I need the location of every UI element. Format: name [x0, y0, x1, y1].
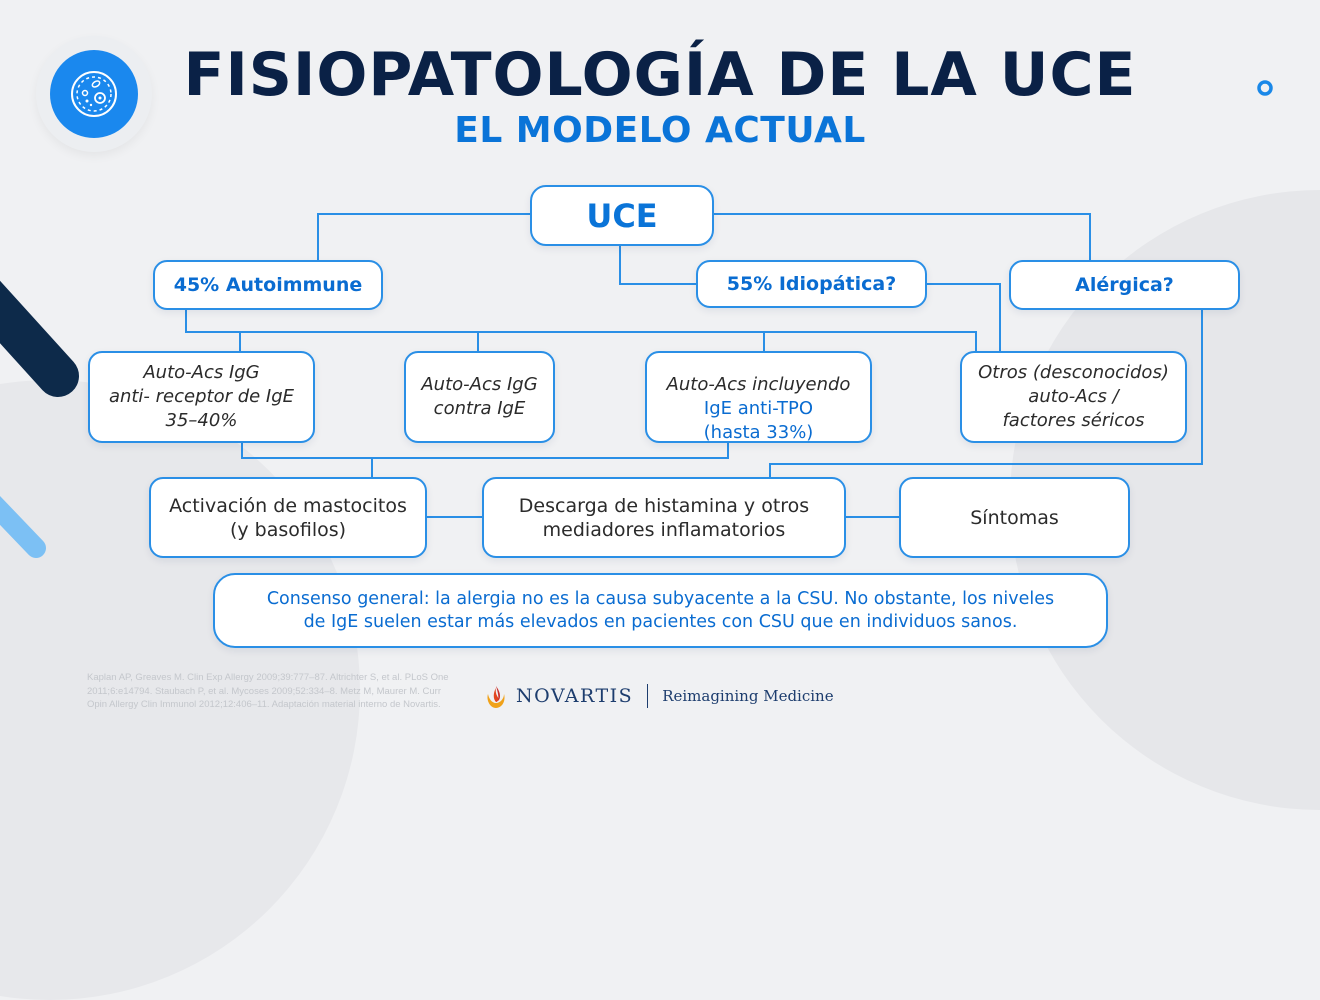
mechanism-ige-tpo-highlight: IgE anti-TPO (hasta 33%): [703, 398, 814, 443]
idiopathic-label: 55% Idiopática?: [726, 273, 897, 295]
consensus-box: [213, 573, 1108, 648]
page-subtitle: EL MODELO ACTUAL: [454, 110, 866, 151]
brand-tagline: Reimagining Medicine: [662, 687, 834, 705]
page-title: FISIOPATOLOGÍA DE LA UCE: [183, 40, 1137, 110]
mechanism-others-label: Otros (desconocidos) auto-Acs / factores séricos: [978, 362, 1169, 431]
autoimmune-box: [153, 260, 383, 310]
uce-root-label: UCE: [586, 196, 658, 235]
mast-cell-box: [149, 477, 427, 558]
novartis-flame-icon: [484, 682, 508, 710]
allergic-label: Alérgica?: [1075, 274, 1174, 296]
logo-divider: [647, 684, 648, 708]
allergic-box: [1009, 260, 1240, 310]
brand-name: NOVARTIS: [516, 685, 634, 707]
mechanism-igg-receptor-box: [88, 351, 315, 443]
autoimmune-label: 45% Autoimmune: [173, 274, 363, 296]
mechanism-ige-tpo-text: [667, 349, 851, 445]
mast-cell-label: Activación de mastocitos (y basofilos): [169, 494, 407, 541]
histamine-label: Descarga de histamina y otros mediadores inflamatorios: [518, 494, 810, 541]
symptoms-label: Síntomas: [970, 506, 1059, 529]
mechanism-others-box: [960, 351, 1187, 443]
consensus-text: Consenso general: la alergia no es la causa subyacente a la CSU. No obstante, los niveles de IgE suelen estar más elevados en pacientes con CSU que en individuos sanos.: [266, 588, 1055, 632]
mechanism-igg-ige-box: [404, 351, 555, 443]
idiopathic-box: [696, 260, 927, 308]
mechanism-ige-tpo-prefix: Auto-Acs incluyendo: [666, 374, 851, 395]
mechanism-ige-tpo-box: [645, 351, 872, 443]
references-text: Kaplan AP, Greaves M. Clin Exp Allergy 2009;39:777–87. Altrichter S, et al. PLoS One 2011;6:e14794. Staubach P, et al. Mycoses 2009;52:334–8. Metz M, Maurer M. Curr Opin Allergy Clin Immunol 2012;12:406–11. Adaptación material interno de Novartis.: [87, 672, 449, 710]
uce-root-box: [530, 185, 714, 246]
histamine-box: [482, 477, 846, 558]
symptoms-box: [899, 477, 1130, 558]
mechanism-igg-ige-label: Auto-Acs IgG contra IgE: [421, 374, 538, 419]
mechanism-igg-receptor-label: Auto-Acs IgG anti- receptor de IgE 35–40%: [108, 362, 295, 431]
novartis-logo: [484, 682, 834, 710]
